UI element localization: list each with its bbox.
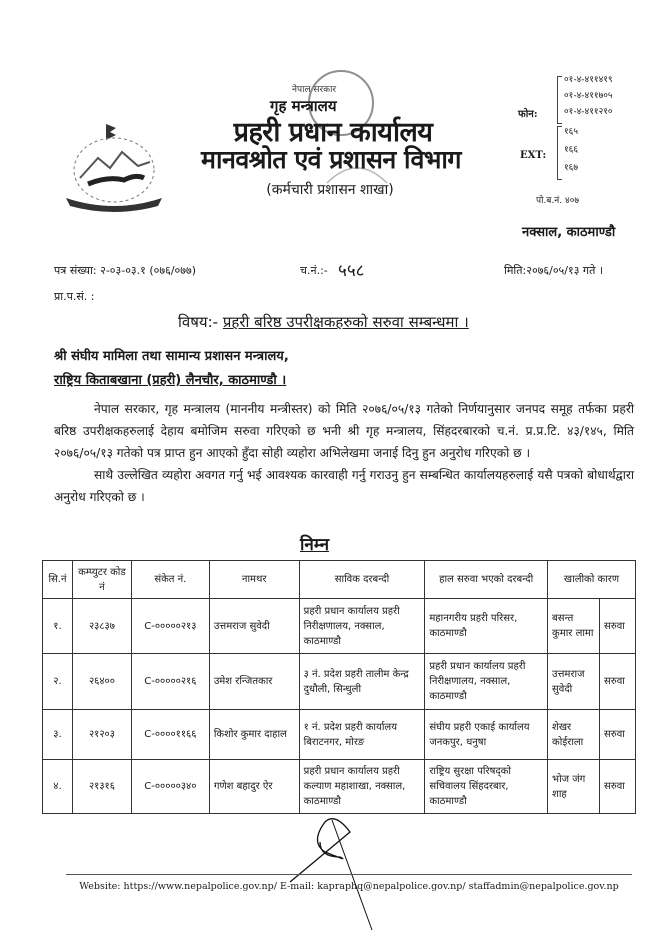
cell-previous: ३ नं. प्रदेश प्रहरी तालीम केन्द्र दुधौली, सिन्धुली (299, 654, 425, 710)
phone-number: ०१-४-४११४१९ (564, 75, 613, 85)
cell-name: किशोर कुमार दाहाल (209, 710, 299, 760)
letter-body (54, 398, 634, 508)
table-row (43, 760, 636, 814)
chalani-number: ५५८ (338, 261, 365, 281)
cell-name: उत्तमराज सुवेदी (209, 599, 299, 654)
cell-code: २१३१६ (72, 760, 131, 814)
table-row (43, 710, 636, 760)
extension: १६५ (564, 127, 579, 137)
cell-reason: सरुवा (600, 599, 636, 654)
header-vacancy-reason: खालीको कारण (548, 561, 636, 599)
cell-vacant-by: उत्तमराज सुवेदी (548, 654, 600, 710)
cell-name: उमेश रन्जितकार (209, 654, 299, 710)
po-box: पो.ब.नं. ४०७ (536, 196, 580, 206)
phone-number: ०१-४-४११२१० (564, 107, 613, 117)
nepal-emblem-icon (58, 118, 170, 214)
cell-vacant-by: शेखर कोईराला (548, 710, 600, 760)
cell-name: गणेश बहादुर ऐर (209, 760, 299, 814)
footer-divider (66, 874, 632, 875)
cell-vacant-by: भोज जंग शाह (548, 760, 600, 814)
subject-line (178, 312, 469, 332)
subject-text: प्रहरी बरिष्ठ उपरीक्षकहरुको सरुवा सम्बन्धमा । (222, 313, 469, 331)
cell-sanket: C-०००००३४० (131, 760, 209, 814)
cell-sn: ४. (43, 760, 73, 814)
body-paragraph-2: साथै उल्लेखित व्यहोरा अवगत गर्नु भई आवश्यक कारवाही गर्नु गराउनु हुन सम्बन्धित कार्यालयहरुलाई यसै पत्रको बोधार्थद्वारा अनुरोध गरिएको छ । (54, 468, 634, 504)
table-row (43, 599, 636, 654)
header-sanket-no: संकेत नं. (131, 561, 209, 599)
cell-previous: प्रहरी प्रधान कार्यालय प्रहरी निरीक्षणालय, नक्साल, काठमाण्डौ (299, 599, 425, 654)
cell-sanket: C-०००००२१३ (131, 599, 209, 654)
cell-sanket: C-०००००२१६ (131, 654, 209, 710)
cell-previous: प्रहरी प्रधान कार्यालय प्रहरी कल्याण महाशाखा, नक्साल, काठमाण्डौ (299, 760, 425, 814)
header-current-post: हाल सरुवा भएको दरबन्दी (425, 561, 548, 599)
table-row (43, 654, 636, 710)
cell-current: राष्ट्रिय सुरक्षा परिषद्को सचिवालय सिंहदरबार, काठमाण्डौ (425, 760, 548, 814)
extension: १६७ (564, 163, 579, 173)
cell-current: प्रहरी प्रधान कार्यालय प्रहरी निरीक्षणालय, नक्साल, काठमाण्डौ (425, 654, 548, 710)
signature (280, 812, 380, 932)
cell-code: २६४०० (72, 654, 131, 710)
department-name: मानवश्रोत एवं प्रशासन विभाग (201, 145, 461, 174)
ext-label: EXT: (520, 150, 547, 161)
prps-label: प्रा.प.सं. : (54, 290, 95, 303)
cell-sn: २. (43, 654, 73, 710)
cell-reason: सरुवा (600, 654, 636, 710)
cell-reason: सरुवा (600, 710, 636, 760)
extension: १६६ (564, 145, 579, 155)
cell-code: २३८३७ (72, 599, 131, 654)
addressee-line-1: श्री संघीय मामिला तथा सामान्य प्रशासन मन्त्रालय, (54, 349, 289, 364)
cell-sn: १. (43, 599, 73, 654)
branch-name: (कर्मचारी प्रशासन शाखा) (266, 182, 394, 198)
ext-brace (557, 126, 562, 180)
phone-number: ०१-४-४११७०५ (564, 91, 613, 101)
extension-list (564, 123, 578, 177)
cell-current: महानगरीय प्रहरी परिसर, काठमाण्डौ (425, 599, 548, 654)
header-previous-post: साविक दरबन्दी (299, 561, 425, 599)
subject-label: विषय:- (178, 313, 219, 331)
header-name: नामथर (209, 561, 299, 599)
letter-number: पत्र संख्या: २-०३-०३.१ (०७६/०७७) (54, 264, 196, 277)
addressee-line-2: राष्ट्रिय किताबखाना (प्रहरी) लैनचौर, काठमाण्डौ । (54, 373, 287, 388)
cell-reason: सरुवा (600, 760, 636, 814)
transfer-table (42, 560, 636, 814)
office-address: नक्साल, काठमाण्डौ (522, 225, 616, 240)
country-name: नेपाल सरकार (292, 85, 337, 95)
cell-code: २१२०३ (72, 710, 131, 760)
table-header-row (43, 561, 636, 599)
phone-list (564, 72, 613, 120)
phone-brace (557, 76, 562, 124)
chalani-label: च.नं.:- (300, 264, 328, 277)
cell-vacant-by: बसन्त कुमार लामा (548, 599, 600, 654)
cell-sanket: C-००००११६६ (131, 710, 209, 760)
cell-current: संघीय प्रहरी एकाई कार्यालय जनकपुर, धनुषा (425, 710, 548, 760)
body-paragraph-1: नेपाल सरकार, गृह मन्त्रालय (माननीय मन्त्रीस्तर) को मिति २०७६/०५/१३ गतेको निर्णयानुसार जनपद समूह तर्फका प्रहरी बरिष्ठ उपरीक्षकहरुलाई देहाय बमोजिम सरुवा गरिएको छ भनी श्री गृह मन्त्रालय, सिंहदरबारको च.नं. प्र.प्र.टि. ४३/१४५, मिति २०७६/०५/१३ गतेको पत्र प्राप्त हुन आएको हुँदा सोही व्यहोरा अभिलेखमा जनाई दिनु हुन अनुरोध गरिएको छ । (54, 402, 634, 460)
footer-contact: Website: https://www.nepalpolice.gov.np/ E-mail: kapraphq@nepalpolice.gov.np/ staffadmin@nepalpolice.gov.np (79, 881, 619, 892)
header-sn: सि.नं (43, 561, 73, 599)
cell-sn: ३. (43, 710, 73, 760)
cell-previous: १ नं. प्रदेश प्रहरी कार्यालय बिराटनगर, मोरङ (299, 710, 425, 760)
phone-label: फोन: (518, 109, 538, 120)
letter-date: मिति:२०७६/०५/१३ गते । (504, 264, 604, 277)
ministry-name: गृह मन्त्रालय (270, 97, 337, 115)
annex-title: निम्न (300, 535, 330, 555)
header-computer-code: कम्प्युटर कोड नं (72, 561, 131, 599)
office-name: प्रहरी प्रधान कार्यालय (233, 117, 433, 148)
